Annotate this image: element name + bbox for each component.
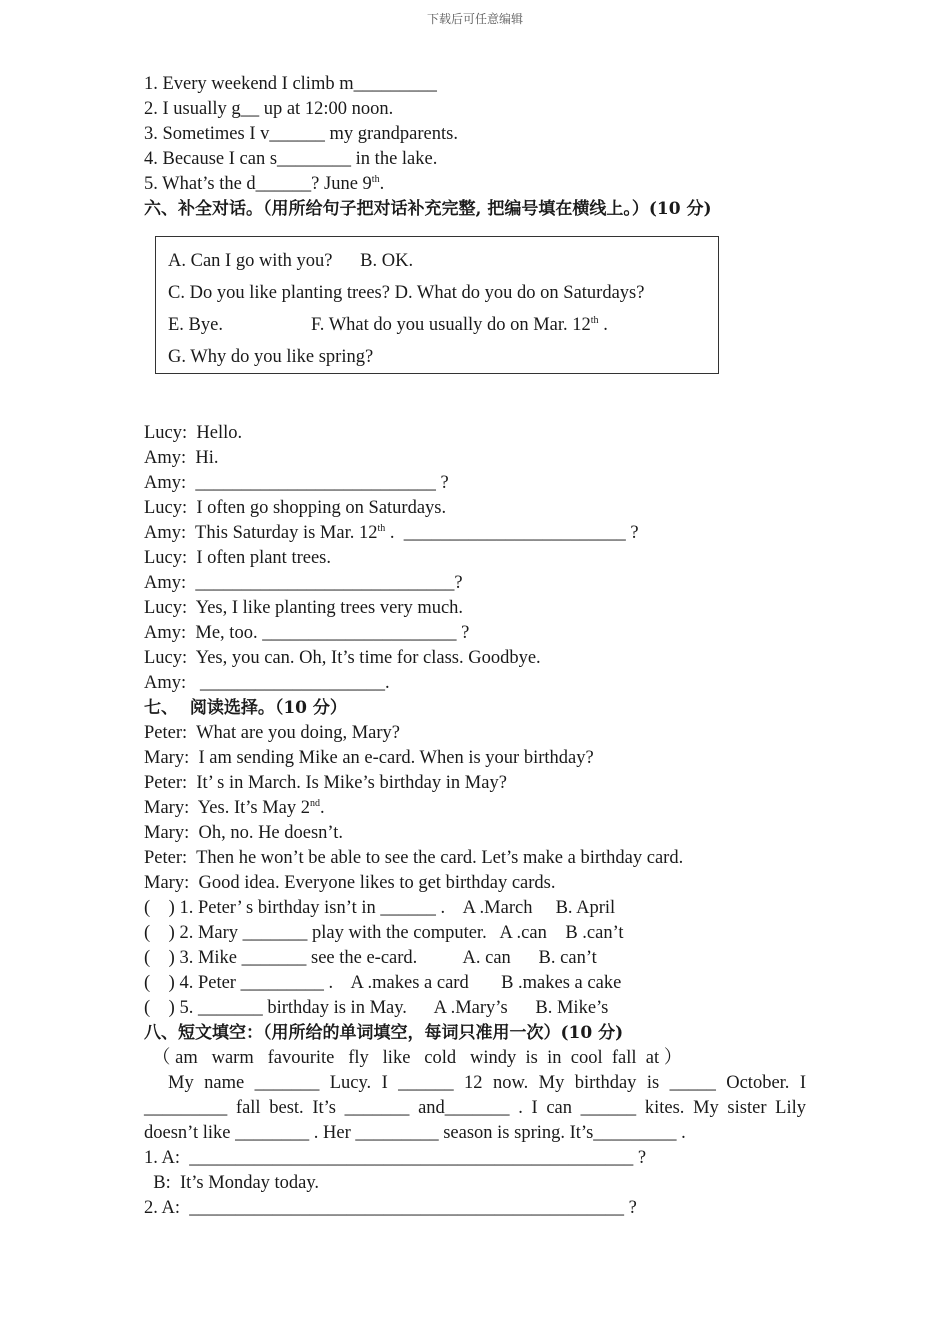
section-6-heading: 六、补全对话。（用所给句子把对话补充完整, 把编号填在横线上。）(10 分) — [144, 199, 712, 219]
dialogue-line-5-sup: th — [377, 523, 386, 534]
fill-item-3: 3. Sometimes I v______ my grandparents. — [144, 124, 458, 144]
passage-line-4 — [144, 796, 325, 821]
option-line-2: C. Do you like planting trees? D. What do you do on Saturdays? — [168, 283, 645, 303]
option-line-1: A. Can I go with you? B. OK. — [168, 251, 414, 271]
qa-item-2: 2. A: _______________________________________________ ? — [144, 1198, 637, 1218]
fill-item-5-after: . — [379, 174, 385, 194]
passage-line-4-text: Mary: Yes. It’s May 2 — [144, 798, 310, 818]
dialogue-line-9: Amy: Me, too. _____________________ ? — [144, 623, 470, 643]
option-f-sup: th — [590, 315, 599, 326]
option-line-3-f — [311, 313, 608, 338]
fill-item-2: 2. I usually g__ up at 12:00 noon. — [144, 99, 394, 119]
dialogue-line-11: Amy: ____________________. — [144, 673, 390, 693]
passage-line-4-sup: nd — [310, 798, 320, 809]
paragraph-line-3: doesn’t like ________ . Her _________ season is spring. It’s_________ . — [144, 1123, 686, 1143]
fill-item-5-text: 5. What’s the d______? June 9 — [144, 174, 372, 194]
dialogue-line-4: Lucy: I often go shopping on Saturdays. — [144, 498, 447, 518]
dialogue-line-5 — [144, 521, 639, 546]
qa-item-1: 1. A: ________________________________________________ ? — [144, 1148, 647, 1168]
passage-line-1: Peter: What are you doing, Mary? — [144, 723, 401, 743]
passage-line-4-after: . — [320, 798, 325, 818]
section-7-heading: 七、 阅读选择。（10 分） — [144, 698, 347, 718]
options-box — [155, 236, 719, 374]
paragraph-line-2: _________ fall best. It’s _______ and_______ . I can ______ kites. My sister Lily — [144, 1098, 806, 1118]
section-8-heading: 八、短文填空：（用所给的单词填空，每词只准用一次）(10 分) — [144, 1023, 624, 1043]
dialogue-line-7: Amy: ____________________________? — [144, 573, 463, 593]
question-3: ( ) 3. Mike _______ see the e-card. A. can B. can’t — [144, 948, 597, 968]
dialogue-line-3: Amy: __________________________ ? — [144, 473, 449, 493]
dialogue-line-2: Amy: Hi. — [144, 448, 219, 468]
fill-item-1: 1. Every weekend I climb m_________ — [144, 74, 437, 94]
question-1: ( ) 1. Peter’ s birthday isn’t in ______ . A .March B. April — [144, 898, 616, 918]
dialogue-line-10: Lucy: Yes, you can. Oh, It’s time for class. Goodbye. — [144, 648, 541, 668]
dialogue-line-8: Lucy: Yes, I like planting trees very much. — [144, 598, 464, 618]
option-f-after: . — [598, 315, 608, 335]
fill-item-5-sup: th — [371, 174, 380, 185]
option-line-4: G. Why do you like spring? — [168, 347, 374, 367]
option-f-text: F. What do you usually do on Mar. 12 — [311, 315, 591, 335]
passage-line-7: Mary: Good idea. Everyone likes to get birthday cards. — [144, 873, 556, 893]
fill-item-5 — [144, 172, 384, 197]
question-2: ( ) 2. Mary _______ play with the computer. A .can B .can’t — [144, 923, 624, 943]
fill-item-4: 4. Because I can s________ in the lake. — [144, 149, 438, 169]
dialogue-line-5-after: . ________________________ ? — [385, 523, 639, 543]
qa-answer-1: B: It’s Monday today. — [144, 1173, 320, 1193]
word-bank: （ am warm favourite fly like cold windy is in cool fall at ） — [152, 1048, 683, 1068]
question-4: ( ) 4. Peter _________ . A .makes a card B .makes a cake — [144, 973, 622, 993]
passage-line-2: Mary: I am sending Mike an e-card. When is your birthday? — [144, 748, 594, 768]
paragraph-line-1: My name _______ Lucy. I ______ 12 now. My birthday is _____ October. I — [168, 1073, 806, 1093]
dialogue-line-1: Lucy: Hello. — [144, 423, 243, 443]
option-line-3-e: E. Bye. — [168, 315, 223, 335]
dialogue-line-5-text: Amy: This Saturday is Mar. 12 — [144, 523, 378, 543]
question-5: ( ) 5. _______ birthday is in May. A .Mary’s B. Mike’s — [144, 998, 609, 1018]
passage-line-3: Peter: It’ s in March. Is Mike’s birthday in May? — [144, 773, 507, 793]
download-note: 下载后可任意编辑 — [426, 12, 523, 26]
passage-line-5: Mary: Oh, no. He doesn’t. — [144, 823, 344, 843]
passage-line-6: Peter: Then he won’t be able to see the card. Let’s make a birthday card. — [144, 848, 684, 868]
dialogue-line-6: Lucy: I often plant trees. — [144, 548, 331, 568]
